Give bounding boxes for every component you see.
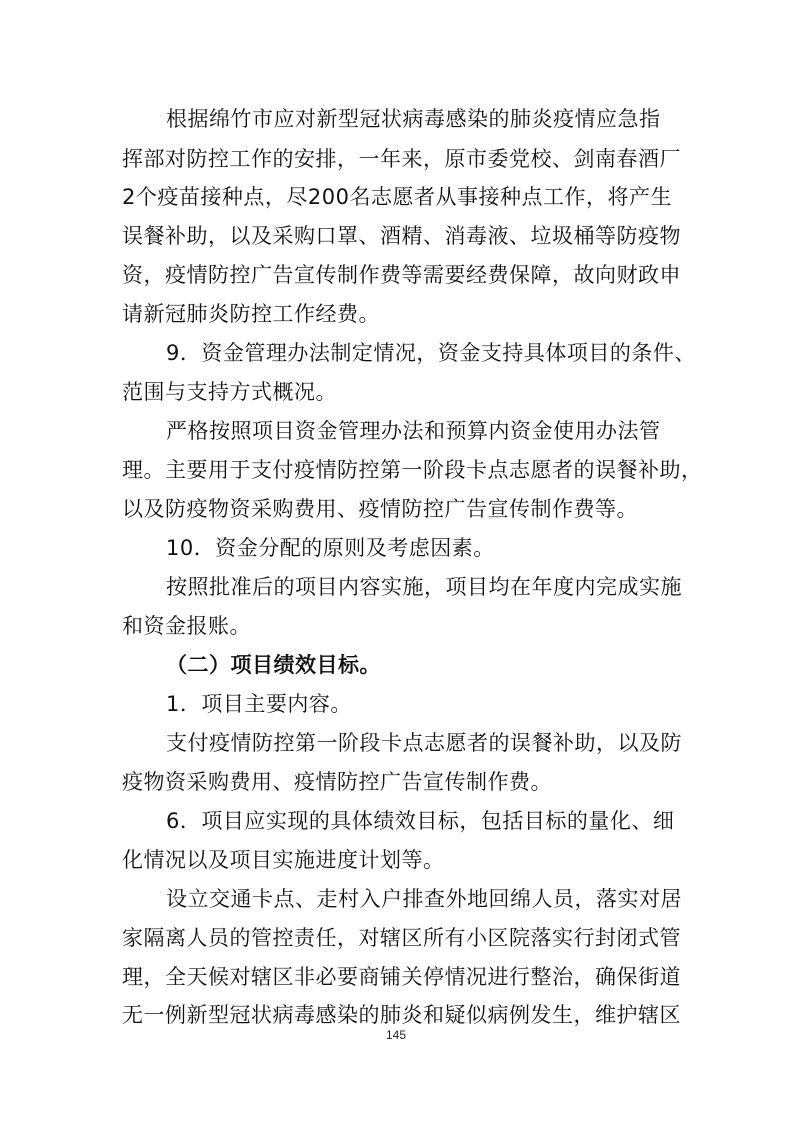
body-line: 无一例新型冠状病毒感染的肺炎和疑似病例发生，维护辖区 bbox=[122, 1003, 681, 1027]
body-line: 按照批准后的项目内容实施，项目均在年度内完成实施 bbox=[166, 575, 682, 599]
body-line: 理。主要用于支付疫情防控第一阶段卡点志愿者的误餐补助， bbox=[122, 458, 703, 482]
body-line: 疫物资采购费用、疫情防控广告宣传制作费。 bbox=[122, 770, 552, 794]
body-line: 挥部对防控工作的安排，一年来，原市委党校、剑南春酒厂 bbox=[122, 147, 681, 171]
section-heading: 1．项目主要内容。 bbox=[166, 692, 352, 716]
body-line: 化情况以及项目实施进度计划等。 bbox=[122, 848, 445, 872]
section-heading: 9．资金管理办法制定情况，资金支持具体项目的条件、 bbox=[166, 341, 696, 365]
body-line: 理，全天候对辖区非必要商铺关停情况进行整治，确保街道 bbox=[122, 965, 681, 989]
body-line: 严格按照项目资金管理办法和预算内资金使用办法管 bbox=[166, 419, 661, 443]
body-line: 范围与支持方式概况。 bbox=[122, 380, 337, 404]
body-line: 设立交通卡点、走村入户排查外地回绵人员，落实对居 bbox=[166, 887, 682, 911]
body-line: 请新冠肺炎防控工作经费。 bbox=[122, 302, 380, 326]
body-line: 根据绵竹市应对新型冠状病毒感染的肺炎疫情应急指 bbox=[166, 107, 661, 131]
body-line: 2个疫苗接种点，尽200名志愿者从事接种点工作，将产生 bbox=[122, 185, 672, 209]
section-heading: 6．项目应实现的具体绩效目标，包括目标的量化、细 bbox=[166, 809, 675, 833]
body-line: 和资金报账。 bbox=[122, 614, 251, 638]
body-line: 支付疫情防控第一阶段卡点志愿者的误餐补助，以及防 bbox=[166, 731, 682, 755]
subsection-title: （二）项目绩效目标。 bbox=[166, 653, 381, 677]
body-line: 资，疫情防控广告宣传制作费等需要经费保障，故向财政申 bbox=[122, 263, 681, 287]
body-line: 以及防疫物资采购费用、疫情防控广告宣传制作费等。 bbox=[122, 497, 638, 521]
page-number: 145 bbox=[385, 1028, 407, 1042]
body-line: 家隔离人员的管控责任，对辖区所有小区院落实行封闭式管 bbox=[122, 926, 681, 950]
body-line: 误餐补助，以及采购口罩、酒精、消毒液、垃圾桶等防疫物 bbox=[122, 224, 681, 248]
section-heading: 10．资金分配的原则及考虑因素。 bbox=[166, 536, 495, 560]
